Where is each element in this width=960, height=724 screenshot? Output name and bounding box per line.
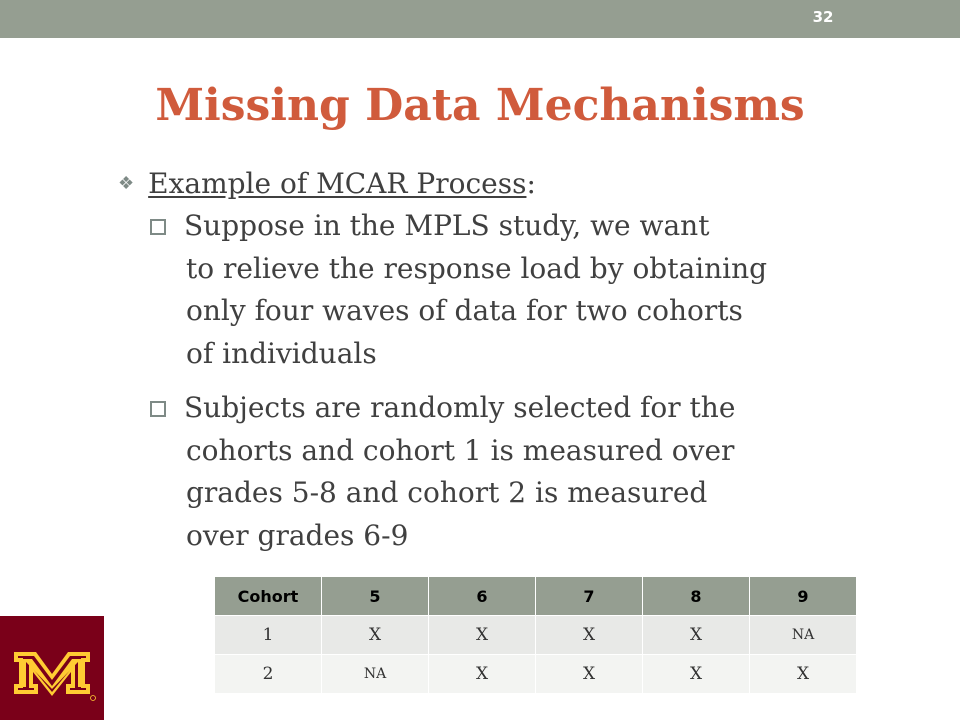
table-header-cell: Cohort [215,577,322,616]
subbullet-line: only four waves of data for two cohorts [186,294,743,327]
slide-title: Missing Data Mechanisms [155,80,805,131]
checkbox-bullet-icon [150,401,166,417]
table-header-cell: 7 [536,577,643,616]
table-row [215,655,857,694]
top-bar [0,0,960,38]
table-cell: 1 [215,616,322,655]
table-header-cell: 6 [429,577,536,616]
subbullet-1 [150,205,767,375]
table-row [215,616,857,655]
table-header-row [215,577,857,616]
bullet-suffix: : [526,167,536,200]
bullet-label: Example of MCAR Process [148,167,527,200]
block-m-icon [0,616,104,720]
table-cell: X [536,616,643,655]
cohort-grade-table [214,576,857,694]
subbullet-line: to relieve the response load by obtaining [186,251,768,285]
table-cell: X [643,616,750,655]
checkbox-bullet-icon [150,219,166,235]
subbullet-line: cohorts and cohort 1 is measured over [186,433,735,467]
table-header-cell: 8 [643,577,750,616]
table-header-cell: 5 [322,577,429,616]
table-cell: NA [750,616,857,655]
bullet-mcar-example [118,163,536,209]
table-cell: X [750,655,857,694]
subbullet-2 [150,387,735,557]
table-cell: X [429,616,536,655]
table-header-cell: 9 [750,577,857,616]
table-cell: X [322,616,429,655]
diamond-bullet-icon: ❖ [118,173,135,194]
slide-number: 32 [812,8,834,26]
subbullet-line: over grades 6-9 [186,518,409,552]
subbullet-line: Suppose in the MPLS study, we want [184,209,710,242]
table-cell: NA [322,655,429,694]
table-cell: X [429,655,536,694]
university-logo [0,616,104,720]
subbullet-line: of individuals [186,336,377,370]
table-cell: 2 [215,655,322,694]
table-cell: X [643,655,750,694]
subbullet-line: grades 5-8 and cohort 2 is measured [186,476,708,509]
subbullet-line: Subjects are randomly selected for the [184,391,736,424]
table-cell: X [536,655,643,694]
